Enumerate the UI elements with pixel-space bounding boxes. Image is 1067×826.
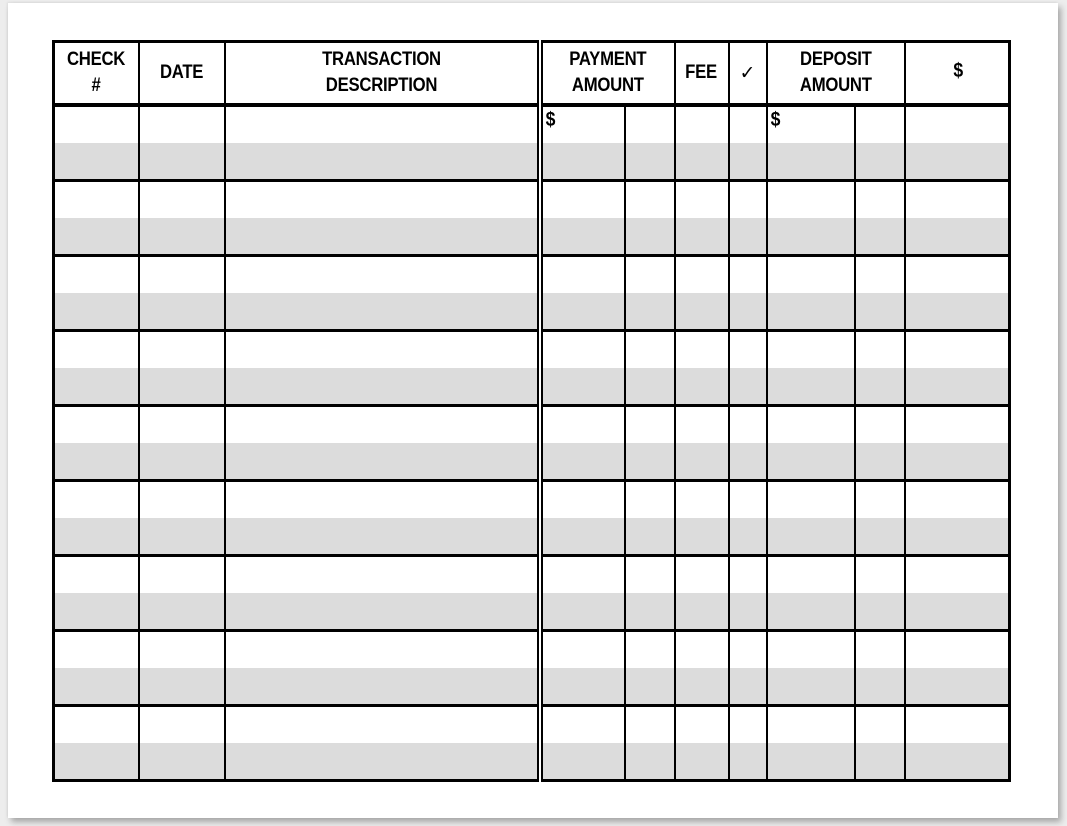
cell-date xyxy=(139,293,225,331)
cell-check-number xyxy=(54,443,139,481)
entry-row-white xyxy=(54,406,1010,444)
cell-balance xyxy=(905,143,1010,181)
cell-deposit-cents xyxy=(855,181,905,219)
cell-deposit-amount xyxy=(767,668,855,706)
cell-balance xyxy=(905,743,1010,781)
cell-deposit-cents xyxy=(855,556,905,594)
header-label-deposit-amount: AMOUNT xyxy=(799,75,872,96)
cell-cleared xyxy=(729,406,767,444)
cell-fee xyxy=(675,443,729,481)
header-label-check: CHECK xyxy=(67,49,126,70)
cell-check-number xyxy=(54,556,139,594)
cell-balance xyxy=(905,256,1010,294)
cell-check-number xyxy=(54,181,139,219)
cell-payment-cents xyxy=(625,331,675,369)
cell-deposit-cents xyxy=(855,706,905,744)
cell-balance xyxy=(905,706,1010,744)
cell-deposit-amount xyxy=(767,218,855,256)
cell-description xyxy=(225,293,540,331)
column-header-transaction-description xyxy=(225,42,540,106)
cell-description xyxy=(225,368,540,406)
cell-description xyxy=(225,593,540,631)
cell-payment-cents xyxy=(625,706,675,744)
cell-date xyxy=(139,706,225,744)
entry-row-shaded xyxy=(54,293,1010,331)
cell-cleared xyxy=(729,143,767,181)
entry-row-shaded xyxy=(54,668,1010,706)
cell-fee xyxy=(675,331,729,369)
cell-date xyxy=(139,406,225,444)
cell-deposit-amount xyxy=(767,293,855,331)
cell-fee xyxy=(675,406,729,444)
cell-cleared xyxy=(729,518,767,556)
cell-payment-amount xyxy=(540,593,625,631)
cell-payment-amount xyxy=(540,293,625,331)
cell-deposit-cents xyxy=(855,668,905,706)
cell-fee xyxy=(675,481,729,519)
cell-description xyxy=(225,743,540,781)
entry-row-shaded xyxy=(54,593,1010,631)
cell-payment-amount xyxy=(540,556,625,594)
cell-cleared xyxy=(729,631,767,669)
column-header-fee xyxy=(675,42,729,106)
cell-check-number xyxy=(54,668,139,706)
cell-payment-amount xyxy=(540,368,625,406)
cell-payment-amount xyxy=(540,331,625,369)
cell-balance xyxy=(905,368,1010,406)
cell-deposit-cents xyxy=(855,406,905,444)
cell-payment-cents xyxy=(625,218,675,256)
cell-description xyxy=(225,256,540,294)
cell-cleared xyxy=(729,443,767,481)
entry-row-white xyxy=(54,331,1010,369)
cell-fee xyxy=(675,518,729,556)
cell-payment-amount xyxy=(540,181,625,219)
cell-description xyxy=(225,481,540,519)
entry-row-white xyxy=(54,556,1010,594)
cell-check-number xyxy=(54,481,139,519)
cell-cleared xyxy=(729,556,767,594)
entry-row-shaded xyxy=(54,218,1010,256)
cell-fee xyxy=(675,556,729,594)
cell-date xyxy=(139,631,225,669)
header-label-description: DESCRIPTION xyxy=(325,75,437,96)
cell-deposit-amount xyxy=(767,406,855,444)
cell-payment-cents xyxy=(625,368,675,406)
cell-balance xyxy=(905,443,1010,481)
cell-date xyxy=(139,668,225,706)
entry-row-shaded xyxy=(54,518,1010,556)
cell-payment-amount xyxy=(540,143,625,181)
cell-balance xyxy=(905,631,1010,669)
cell-fee xyxy=(675,143,729,181)
cell-deposit-cents xyxy=(855,593,905,631)
cell-payment-cents xyxy=(625,593,675,631)
cell-deposit-cents xyxy=(855,143,905,181)
cell-deposit-cents xyxy=(855,743,905,781)
cell-date xyxy=(139,331,225,369)
cell-deposit-cents xyxy=(855,518,905,556)
dollar-sign: $ xyxy=(953,59,963,82)
cell-check-number xyxy=(54,706,139,744)
column-header-payment-amount xyxy=(540,42,675,106)
header-label-transaction: TRANSACTION xyxy=(321,49,441,70)
entry-row-white xyxy=(54,481,1010,519)
cell-date xyxy=(139,518,225,556)
cell-deposit-amount xyxy=(767,631,855,669)
entry-row-white xyxy=(54,105,1010,143)
entry-row-white xyxy=(54,631,1010,669)
cell-deposit-cents xyxy=(855,443,905,481)
cell-payment-cents xyxy=(625,143,675,181)
cell-description xyxy=(225,105,540,143)
entry-row-shaded xyxy=(54,368,1010,406)
cell-payment-cents xyxy=(625,406,675,444)
cell-date xyxy=(139,481,225,519)
column-header-deposit-amount xyxy=(767,42,905,106)
cell-deposit-amount xyxy=(767,181,855,219)
cell-payment-cents xyxy=(625,631,675,669)
cell-deposit-amount xyxy=(767,593,855,631)
cell-cleared xyxy=(729,668,767,706)
cell-cleared xyxy=(729,743,767,781)
checkmark-icon: ✓ xyxy=(739,61,756,84)
cell-check-number xyxy=(54,256,139,294)
cell-check-number xyxy=(54,743,139,781)
cell-description xyxy=(225,218,540,256)
cell-description xyxy=(225,331,540,369)
cell-fee xyxy=(675,218,729,256)
entry-row-white xyxy=(54,256,1010,294)
cell-payment-amount xyxy=(540,743,625,781)
header-label-deposit: DEPOSIT xyxy=(799,49,872,70)
cell-deposit-cents xyxy=(855,293,905,331)
cell-balance xyxy=(905,181,1010,219)
cell-description xyxy=(225,518,540,556)
cell-payment-amount xyxy=(540,668,625,706)
entry-row-shaded xyxy=(54,743,1010,781)
cell-payment-cents xyxy=(625,556,675,594)
cell-cleared xyxy=(729,105,767,143)
header-label-fee: FEE xyxy=(685,62,718,83)
cell-date xyxy=(139,593,225,631)
cell-date xyxy=(139,181,225,219)
cell-cleared xyxy=(729,593,767,631)
cell-description xyxy=(225,143,540,181)
cell-payment-amount xyxy=(540,481,625,519)
cell-description xyxy=(225,631,540,669)
cell-deposit-amount xyxy=(767,143,855,181)
cell-balance xyxy=(905,331,1010,369)
cell-check-number xyxy=(54,368,139,406)
entry-row-shaded xyxy=(54,443,1010,481)
cell-date xyxy=(139,743,225,781)
cell-cleared xyxy=(729,218,767,256)
cell-fee xyxy=(675,668,729,706)
cell-fee xyxy=(675,631,729,669)
column-header-date xyxy=(139,42,225,106)
cell-balance xyxy=(905,518,1010,556)
cell-payment-cents xyxy=(625,481,675,519)
cell-check-number xyxy=(54,518,139,556)
cell-cleared xyxy=(729,293,767,331)
cell-fee xyxy=(675,706,729,744)
cell-payment-amount xyxy=(540,706,625,744)
cell-check-number xyxy=(54,143,139,181)
cell-deposit-amount xyxy=(767,368,855,406)
cell-description xyxy=(225,668,540,706)
cell-balance xyxy=(905,293,1010,331)
cell-deposit-cents xyxy=(855,481,905,519)
cell-deposit-cents xyxy=(855,368,905,406)
cell-balance xyxy=(905,593,1010,631)
cell-deposit-cents xyxy=(855,631,905,669)
cell-description xyxy=(225,406,540,444)
cell-fee xyxy=(675,368,729,406)
cell-payment-amount xyxy=(540,443,625,481)
cell-deposit-amount xyxy=(767,556,855,594)
cell-cleared xyxy=(729,331,767,369)
cell-balance xyxy=(905,556,1010,594)
cell-deposit-cents xyxy=(855,218,905,256)
cell-date xyxy=(139,556,225,594)
cell-deposit-amount xyxy=(767,743,855,781)
cell-deposit-cents xyxy=(855,256,905,294)
cell-check-number xyxy=(54,631,139,669)
cell-cleared xyxy=(729,181,767,219)
cell-payment-cents xyxy=(625,518,675,556)
cell-check-number xyxy=(54,331,139,369)
cell-date xyxy=(139,218,225,256)
cell-date xyxy=(139,443,225,481)
dollar-sign: $ xyxy=(545,109,555,131)
cell-deposit-amount xyxy=(767,105,855,143)
cell-description xyxy=(225,181,540,219)
cell-check-number xyxy=(54,593,139,631)
cell-payment-cents xyxy=(625,668,675,706)
cell-payment-amount xyxy=(540,256,625,294)
cell-payment-amount xyxy=(540,631,625,669)
entry-row-white xyxy=(54,706,1010,744)
cell-check-number xyxy=(54,105,139,143)
header-label-check-symbol: # xyxy=(91,75,101,96)
cell-fee xyxy=(675,593,729,631)
cell-balance xyxy=(905,105,1010,143)
check-register-table xyxy=(52,40,1011,782)
cell-payment-cents xyxy=(625,181,675,219)
column-header-cleared xyxy=(729,42,767,106)
header-row xyxy=(54,42,1010,106)
page xyxy=(8,3,1058,818)
cell-cleared xyxy=(729,256,767,294)
cell-balance xyxy=(905,481,1010,519)
cell-payment-amount xyxy=(540,518,625,556)
column-header-balance xyxy=(905,42,1010,106)
cell-deposit-amount xyxy=(767,443,855,481)
cell-payment-amount xyxy=(540,105,625,143)
dollar-sign: $ xyxy=(770,109,780,131)
cell-date xyxy=(139,368,225,406)
cell-payment-cents xyxy=(625,443,675,481)
cell-date xyxy=(139,143,225,181)
cell-balance xyxy=(905,406,1010,444)
cell-balance xyxy=(905,218,1010,256)
cell-fee xyxy=(675,105,729,143)
cell-fee xyxy=(675,743,729,781)
cell-balance xyxy=(905,668,1010,706)
cell-check-number xyxy=(54,406,139,444)
cell-deposit-cents xyxy=(855,105,905,143)
entry-row-white xyxy=(54,181,1010,219)
cell-payment-cents xyxy=(625,256,675,294)
cell-payment-cents xyxy=(625,105,675,143)
entry-row-shaded xyxy=(54,143,1010,181)
cell-description xyxy=(225,556,540,594)
header-label-payment: PAYMENT xyxy=(569,49,647,70)
cell-payment-cents xyxy=(625,743,675,781)
cell-date xyxy=(139,105,225,143)
cell-cleared xyxy=(729,481,767,519)
cell-cleared xyxy=(729,706,767,744)
cell-deposit-cents xyxy=(855,331,905,369)
cell-cleared xyxy=(729,368,767,406)
cell-deposit-amount xyxy=(767,331,855,369)
cell-date xyxy=(139,256,225,294)
header-label-date: DATE xyxy=(159,62,204,83)
cell-fee xyxy=(675,181,729,219)
cell-deposit-amount xyxy=(767,518,855,556)
cell-deposit-amount xyxy=(767,706,855,744)
cell-deposit-amount xyxy=(767,481,855,519)
cell-check-number xyxy=(54,293,139,331)
cell-deposit-amount xyxy=(767,256,855,294)
cell-fee xyxy=(675,293,729,331)
column-header-check-number xyxy=(54,42,139,106)
cell-payment-amount xyxy=(540,406,625,444)
header-label-payment-amount: AMOUNT xyxy=(572,75,644,96)
cell-fee xyxy=(675,256,729,294)
cell-payment-cents xyxy=(625,293,675,331)
entry-rows xyxy=(54,105,1010,781)
cell-payment-amount xyxy=(540,218,625,256)
cell-check-number xyxy=(54,218,139,256)
cell-description xyxy=(225,443,540,481)
cell-description xyxy=(225,706,540,744)
